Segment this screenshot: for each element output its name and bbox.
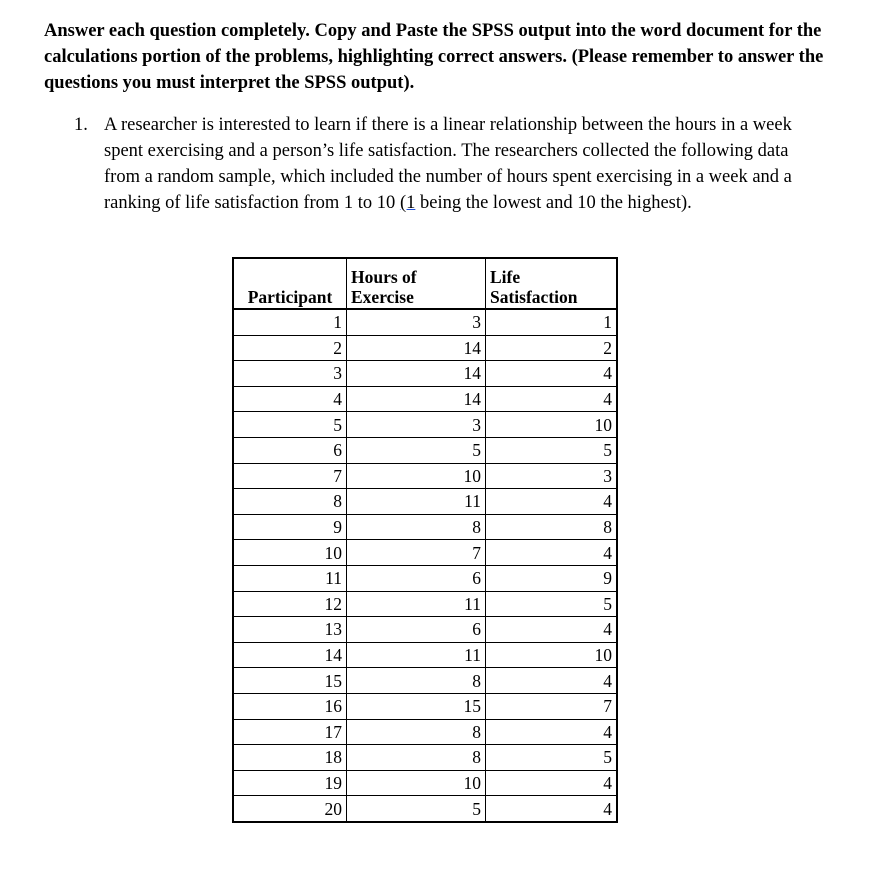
cell-participant: 2 [233,335,347,361]
table-row [233,796,617,822]
cell-life-satisfaction: 4 [486,361,618,387]
cell-hours: 14 [347,361,486,387]
header-life-line2: Satisfaction [490,287,578,307]
cell-life-satisfaction: 4 [486,796,618,822]
cell-life-satisfaction: 10 [486,412,618,438]
header-participant: Participant [233,258,347,309]
cell-hours: 15 [347,693,486,719]
table-row [233,361,617,387]
cell-life-satisfaction: 5 [486,591,618,617]
cell-life-satisfaction: 7 [486,693,618,719]
cell-participant: 7 [233,463,347,489]
question-text [104,112,814,216]
table-row [233,642,617,668]
cell-participant: 18 [233,745,347,771]
cell-life-satisfaction: 1 [486,309,618,335]
cell-life-satisfaction: 4 [486,719,618,745]
data-table [232,257,618,823]
question-text-end: being the lowest and 10 the highest). [415,193,692,213]
cell-participant: 15 [233,668,347,694]
cell-hours: 10 [347,770,486,796]
table-row [233,617,617,643]
cell-hours: 14 [347,335,486,361]
table-body [233,309,617,822]
cell-participant: 9 [233,514,347,540]
cell-participant: 11 [233,565,347,591]
cell-life-satisfaction: 2 [486,335,618,361]
cell-participant: 19 [233,770,347,796]
cell-hours: 8 [347,745,486,771]
table-row [233,565,617,591]
table-row [233,309,617,335]
cell-hours: 8 [347,514,486,540]
cell-participant: 8 [233,489,347,515]
cell-hours: 8 [347,719,486,745]
cell-hours: 6 [347,565,486,591]
cell-participant: 14 [233,642,347,668]
cell-participant: 6 [233,437,347,463]
cell-life-satisfaction: 4 [486,770,618,796]
table-row [233,386,617,412]
cell-participant: 12 [233,591,347,617]
cell-hours: 5 [347,796,486,822]
header-hours-line1: Hours of [351,267,417,287]
cell-participant: 4 [233,386,347,412]
table-row [233,591,617,617]
cell-hours: 3 [347,309,486,335]
cell-life-satisfaction: 4 [486,540,618,566]
header-hours-line2: Exercise [351,287,414,307]
cell-hours: 10 [347,463,486,489]
table-row [233,514,617,540]
cell-life-satisfaction: 8 [486,514,618,540]
question-text-main: A researcher is interested to learn if there is a linear relationship between the hours in a week spent exercising and a person’s life satisfaction. The researchers collected the following data from a random sample, which included the number of hours spent exercising in a week and a ranking of life satisfaction from 1 to 10 [104,115,792,213]
table-row [233,335,617,361]
cell-participant: 1 [233,309,347,335]
table-row [233,693,617,719]
cell-participant: 3 [233,361,347,387]
cell-participant: 17 [233,719,347,745]
cell-life-satisfaction: 4 [486,489,618,515]
table-row [233,668,617,694]
cell-life-satisfaction: 4 [486,617,618,643]
cell-hours: 6 [347,617,486,643]
cell-hours: 11 [347,591,486,617]
table-row [233,770,617,796]
cell-life-satisfaction: 5 [486,437,618,463]
cell-life-satisfaction: 3 [486,463,618,489]
cell-participant: 13 [233,617,347,643]
table-row [233,463,617,489]
cell-life-satisfaction: 9 [486,565,618,591]
question-number: 1. [74,115,88,135]
table-header-row [233,258,617,309]
cell-life-satisfaction: 4 [486,668,618,694]
instructions-paragraph: Answer each question completely. Copy and Paste the SPSS output into the word document for the calculations portion of the problems, highlighting correct answers. (Please remember to answer the questions you must interpret the SPSS output). [44,21,824,93]
question-text-underlined: (1 [399,193,416,213]
table-row [233,437,617,463]
cell-life-satisfaction: 5 [486,745,618,771]
cell-life-satisfaction: 4 [486,386,618,412]
table-row [233,745,617,771]
header-life-line1: Life [490,267,521,287]
cell-hours: 5 [347,437,486,463]
cell-hours: 8 [347,668,486,694]
header-life-satisfaction [486,258,618,309]
cell-participant: 16 [233,693,347,719]
table-row [233,412,617,438]
table-row [233,540,617,566]
cell-hours: 11 [347,642,486,668]
cell-hours: 14 [347,386,486,412]
cell-participant: 10 [233,540,347,566]
table-row [233,489,617,515]
question-1 [74,112,814,216]
cell-participant: 20 [233,796,347,822]
cell-hours: 7 [347,540,486,566]
header-hours-of-exercise [347,258,486,309]
table-row [233,719,617,745]
cell-hours: 3 [347,412,486,438]
cell-hours: 11 [347,489,486,515]
cell-participant: 5 [233,412,347,438]
cell-life-satisfaction: 10 [486,642,618,668]
